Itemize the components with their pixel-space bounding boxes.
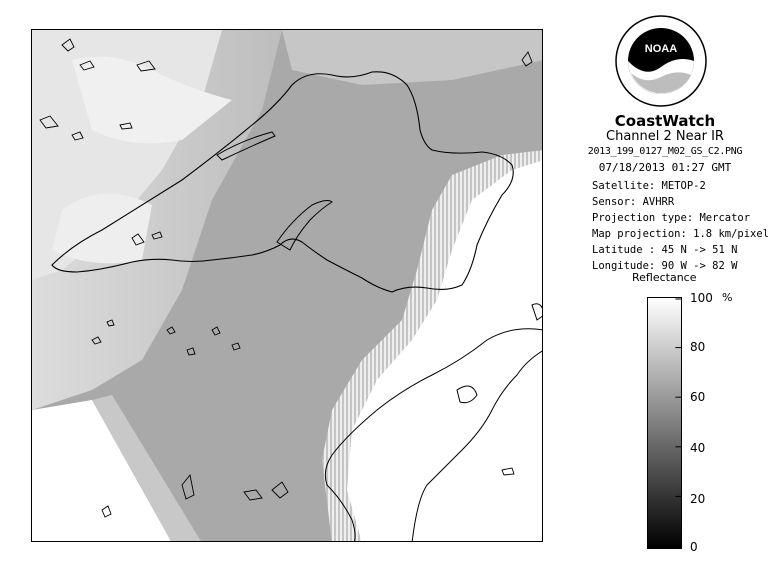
metadata-value: AVHRR	[642, 196, 675, 208]
metadata-sensor	[592, 196, 674, 208]
satellite-map	[31, 29, 543, 542]
metadata-label: Sensor:	[592, 196, 637, 208]
image-filename: 2013_199_0127_M02_GS_C2.PNG	[587, 146, 743, 157]
metadata-label: Latitude :	[592, 244, 656, 256]
product-title: Channel 2 Near IR	[606, 129, 724, 144]
metadata-label: Satellite:	[592, 180, 656, 192]
metadata-label: Longitude:	[592, 260, 656, 272]
noaa-logo	[615, 15, 707, 107]
legend-title: Reflectance	[632, 271, 697, 284]
legend-tick: 100	[690, 291, 713, 305]
metadata-value: METOP-2	[661, 180, 706, 192]
metadata-value: Mercator	[699, 212, 751, 224]
metadata-value: 90 W -> 82 W	[661, 260, 738, 272]
metadata-latitude	[592, 244, 737, 256]
metadata-satellite	[592, 180, 706, 192]
metadata-map-projection	[592, 228, 769, 240]
metadata-projection-type	[592, 212, 750, 224]
legend-tick: 0	[690, 540, 698, 554]
legend-tick: 60	[690, 390, 706, 404]
legend-tick: 20	[690, 492, 706, 506]
metadata-label: Map projection:	[592, 228, 687, 240]
legend-unit: %	[722, 291, 733, 304]
metadata-value: 1.8 km/pixel	[693, 228, 770, 240]
map-image	[32, 30, 543, 542]
brand-title: CoastWatch	[614, 112, 716, 130]
legend-tick: 40	[690, 441, 706, 455]
logo-text: NOAA	[644, 43, 678, 55]
legend-tick: 80	[690, 340, 706, 354]
acquisition-datetime: 07/18/2013 01:27 GMT	[598, 161, 732, 174]
metadata-label: Projection type:	[592, 212, 694, 224]
reflectance-colorbar	[647, 297, 682, 549]
metadata-value: 45 N -> 51 N	[661, 244, 738, 256]
